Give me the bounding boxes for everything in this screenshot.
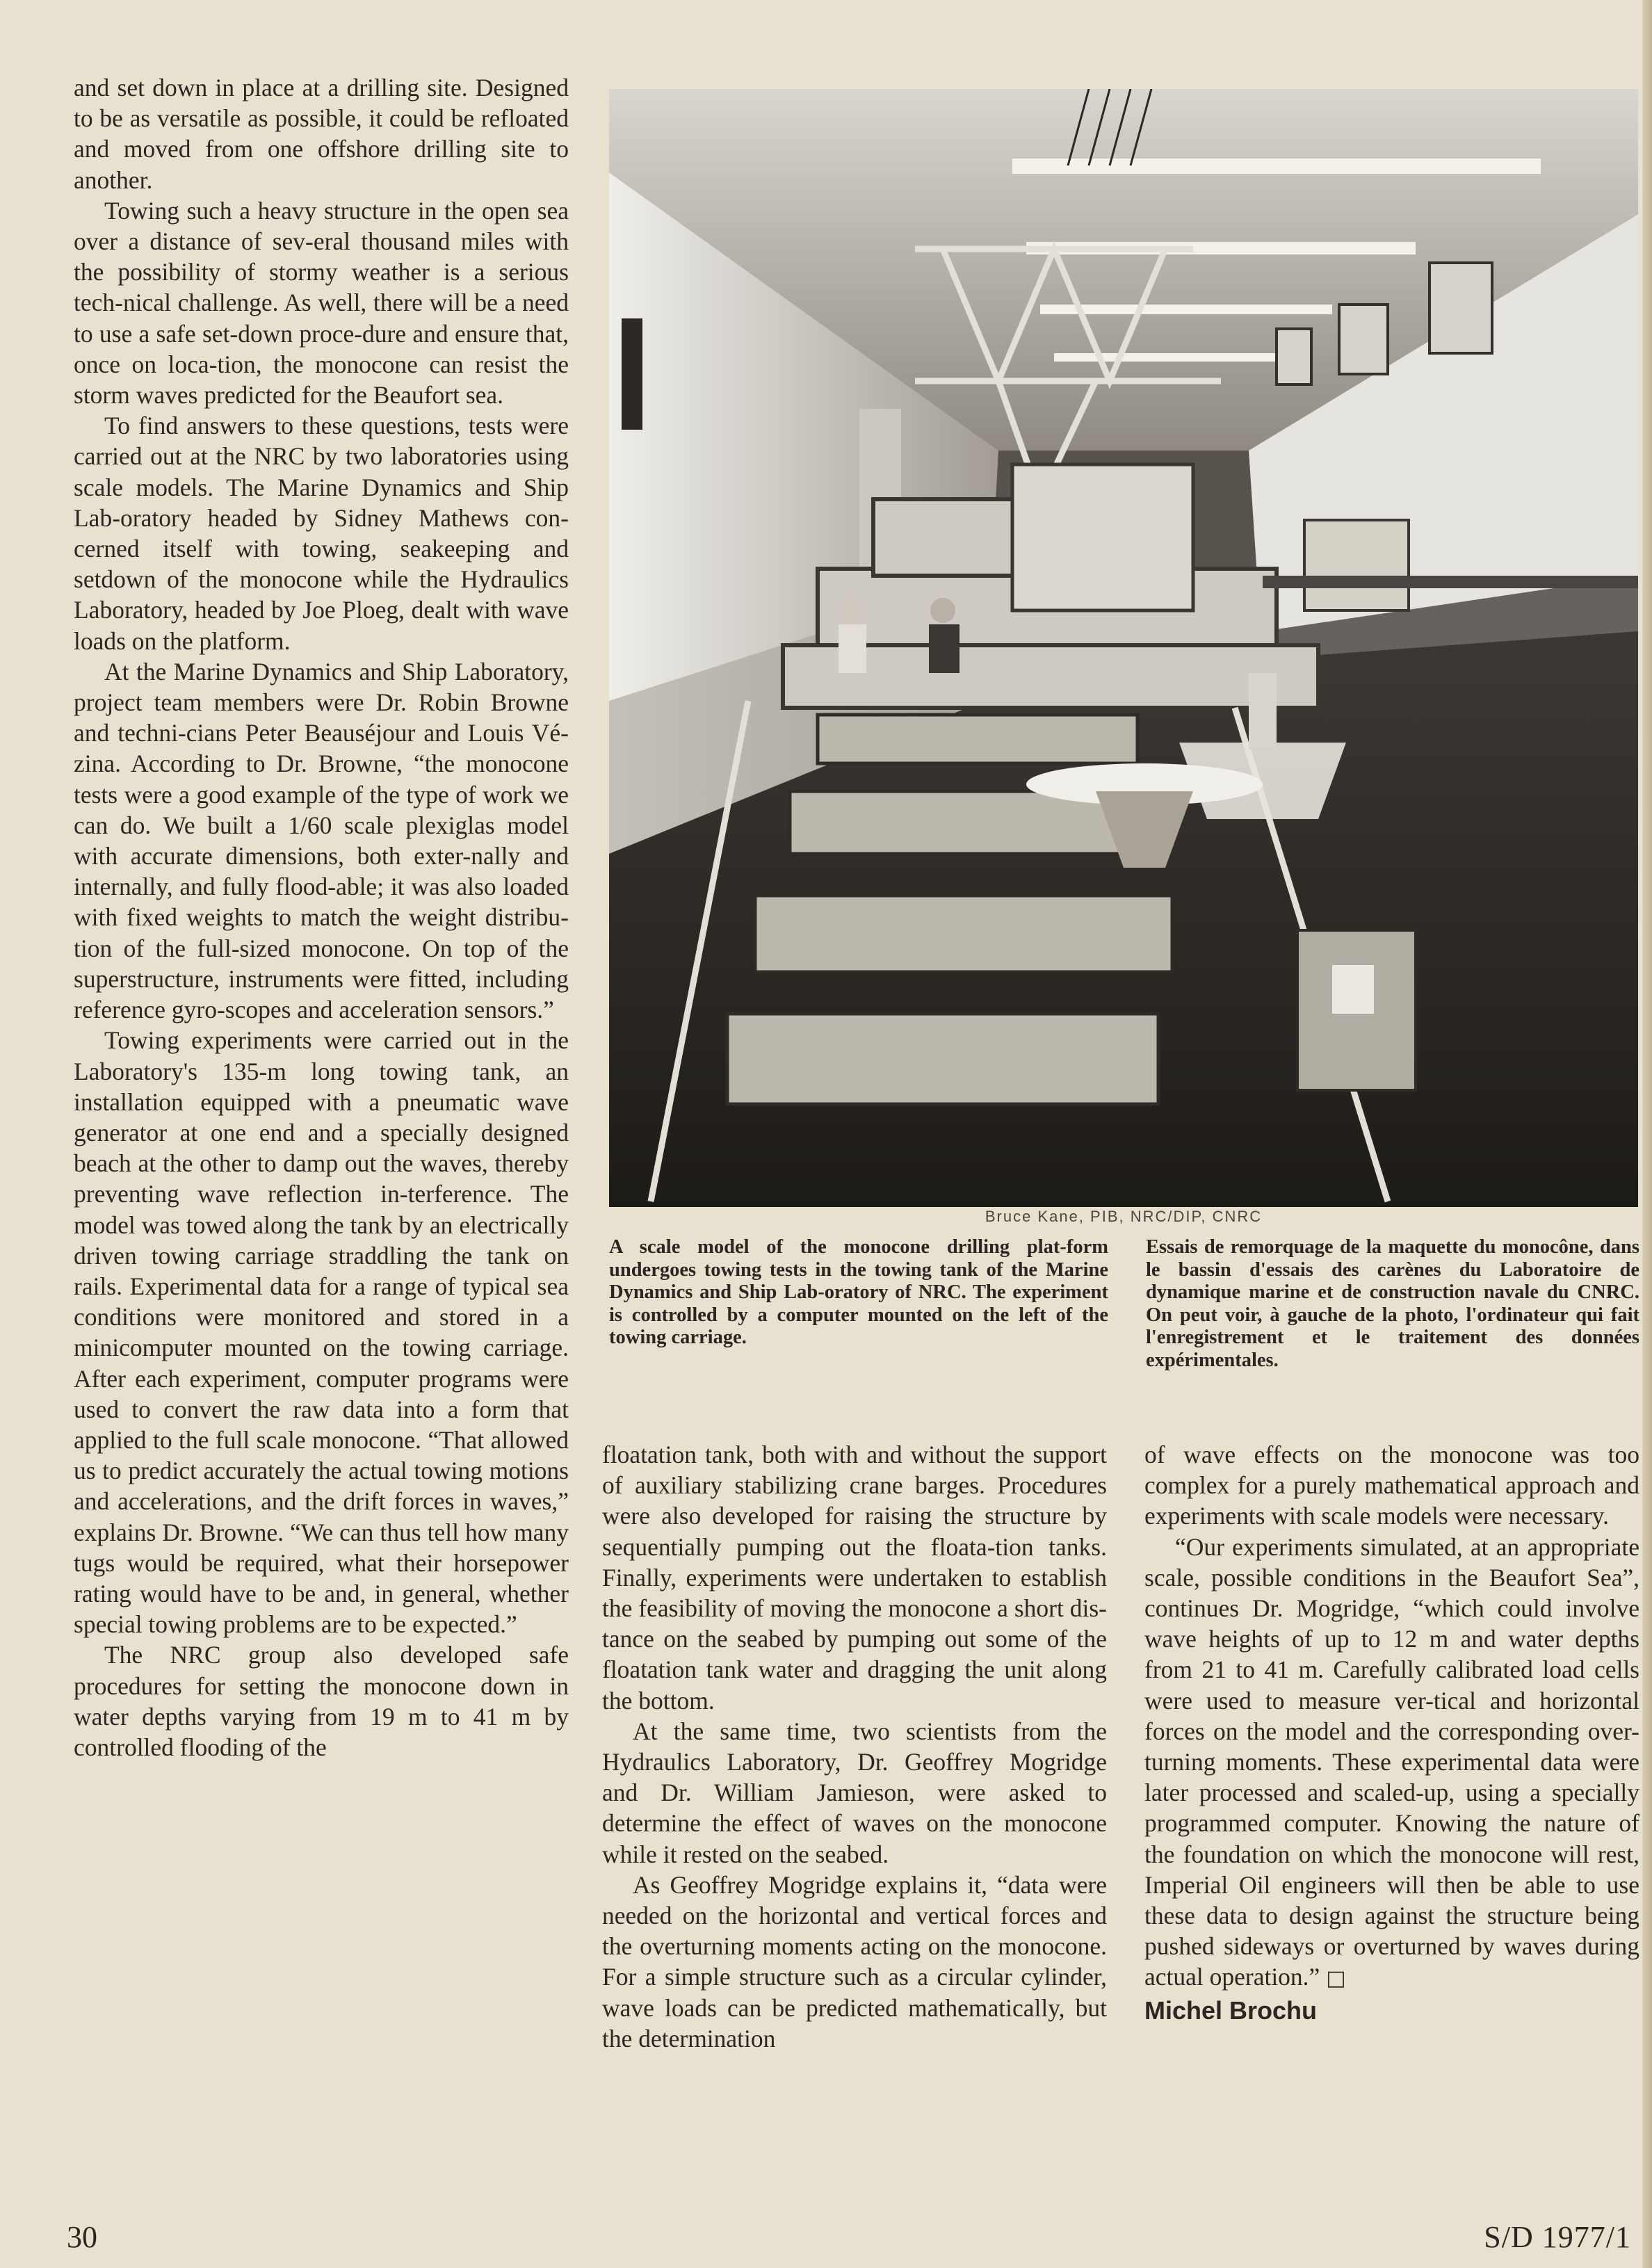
paragraph: of wave effects on the monocone was too complex for a purely mathematical approach and experiments with scale models were necessary. [1144, 1441, 1639, 1530]
page-number: 30 [67, 2220, 97, 2254]
author-byline: Michel Brochu [1144, 1995, 1318, 2025]
column-2 [602, 1439, 1107, 2054]
photo-credit: Bruce Kane, PIB, NRC/DIP, CNRC [985, 1208, 1263, 1225]
paragraph: Towing experiments were carried out in the Laboratory's 135-m long towing tank, an installation equipped with a pneumatic wave generator at one end and a specially designed beach at the other to damp out the waves, thereby preventing wave reflection in-terference. The model was towed along the tank by an electrically driven towing carriage straddling the tank on rails. Experimental data for a range of typical sea conditions were monitored and stored in a minicomputer mounted on the towing carriage. After each experiment, computer programs were used to convert the raw data into a form that applied to the full scale monocone. “That allowed us to predict accurately the actual towing motions and accelerations, and the drift forces in waves,” explains Dr. Browne. “We can thus tell how many tugs would be required, what their horsepower rating would have to be and, in general, whether special towing problems are to be expected.” [74, 1026, 569, 1639]
paragraph: At the Marine Dynamics and Ship Laboratory, project team members were Dr. Robin Browne and techni-cians Peter Beauséjour and Louis Vé-zina. According to Dr. Browne, “the monocone tests were a good example of the type of work we can do. We built a 1/60 scale plexiglas model with accurate dimensions, both exter-nally and internally, and fully flood-able; it was also loaded with fixed weights to match the weight distribu-tion of the full-sized monocone. On top of the superstructure, instruments were fitted, including reference gyro-scopes and acceleration sensors.” [74, 657, 569, 1024]
photo-caption-english: A scale model of the monocone drilling plat-form undergoes towing tests in the towing tank of the Marine Dynamics and Ship Lab-oratory of NRC. The experiment is controlled by a computer mounted on the left of the towing carriage. [609, 1236, 1108, 1348]
paragraph: At the same time, two scientists from the Hydraulics Laboratory, Dr. Geoffrey Mogridge and Dr. William Jamieson, were asked to determine the effect of waves on the monocone while it rested on the seabed. [602, 1717, 1107, 1868]
column-3 [1144, 1439, 1639, 2027]
paragraph: The NRC group also developed safe procedures for setting the monocone down in water depths varying from 19 m to 41 m by controlled flooding of the [74, 1641, 569, 1761]
paragraph-last [1144, 1532, 1639, 1995]
issue-label: S/D 1977/1 [1484, 2220, 1631, 2254]
column-1 [74, 72, 569, 1763]
paragraph-text: “Our experiments simulated, at an appropriate scale, possible conditions in the Beaufort Sea”, continues Dr. Mogridge, “which could involve wave heights of up to 12 m and water depths from 21 to 41 m. Carefully calibrated load cells were used to measure ver-tical and horizontal forces on the model and the corresponding over-turning moments. These experimental data were later processed and scaled-up, using a specially programmed computer. Knowing the nature of the foundation on which the monocone will rest, Imperial Oil engineers will then be able to use these data to design against the structure being pushed sideways or overturned by waves during actual operation.” [1144, 1532, 1639, 1991]
photo-caption-french: Essais de remorquage de la maquette du monocône, dans le bassin d'essais des carènes du Laboratoire de dynamique marine et de construction navale du CNRC. On peut voir, à gauche de la photo, l'ordinateur qui fait l'enregistrement et le traitement des données expérimentales. [1146, 1236, 1639, 1371]
paragraph: As Geoffrey Mogridge explains it, “data were needed on the horizontal and vertical forces and the overturning moments acting on the monocone. For a simple structure such as a circular cylinder, wave loads can be predicted mathematically, but the determination [602, 1870, 1107, 2052]
paragraph: Towing such a heavy structure in the open sea over a distance of sev-eral thousand miles with the possibility of stormy weather is a serious tech-nical challenge. As well, there will be a need to use a safe set-down proce-dure and ensure that, once on loca-tion, the monocone can resist the storm waves predicted for the Beaufort sea. [74, 196, 569, 410]
end-of-article-mark: □ [1326, 1966, 1346, 1991]
towing-tank-photo [609, 89, 1638, 1207]
paragraph: floatation tank, both with and without the support of auxiliary stabilizing crane barges. Procedures were also developed for raising the structure by sequentially pumping out the floata-tion tanks. Finally, experiments were undertaken to establish the feasibility of moving the monocone a short dis-tance on the seabed by pumping out some of the floatation tank water and dragging the unit along the bottom. [602, 1441, 1107, 1715]
paragraph: and set down in place at a drilling site. Designed to be as versatile as possible, it could be refloated and moved from one offshore drilling site to another. [74, 74, 569, 194]
paragraph: To find answers to these questions, tests were carried out at the NRC by two laboratories using scale models. The Marine Dynamics and Ship Lab-oratory headed by Sidney Mathews con-cerned itself with towing, seakeeping and setdown of the monocone while the Hydraulics Laboratory, headed by Joe Ploeg, dealt with wave loads on the platform. [74, 412, 569, 655]
page-edge [1642, 0, 1652, 2268]
